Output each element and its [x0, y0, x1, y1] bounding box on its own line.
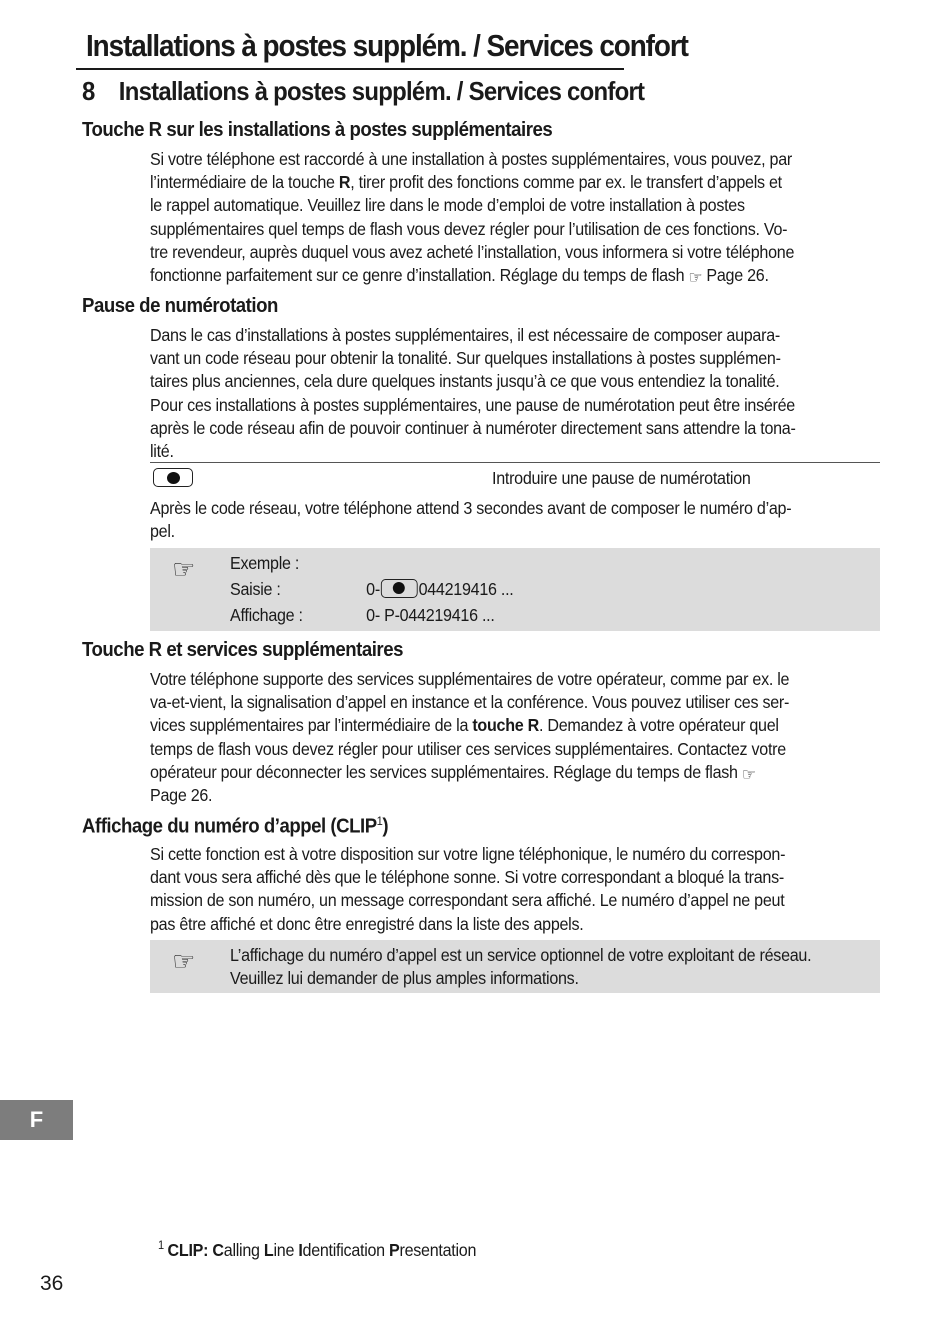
example-input-value: 0- 044219416 ...: [366, 579, 514, 599]
text-line: Après le code réseau, votre téléphone attend 3 secondes avant de composer le numéro d’ap-: [150, 498, 792, 518]
chapter-title: Installations à postes supplém. / Services confort: [118, 76, 645, 106]
section2-body: [150, 324, 880, 463]
text-line: Si cette fonction est à votre disposition sur votre ligne téléphonique, le numéro du correspon-: [150, 844, 786, 864]
text-line: l’intermédiaire de la touche R, tirer profit des fonctions comme par ex. le transfert d’appels et: [150, 172, 782, 193]
key-instruction-row: [150, 462, 880, 493]
text-line: le rappel automatique. Veuillez lire dans le mode d’emploi de votre installation à postes: [150, 195, 745, 216]
chapter-heading: [82, 76, 644, 107]
text-line: opérateur pour déconnecter les services supplémentaires. Réglage du temps de flash ☞: [150, 761, 756, 785]
example-display-label: Affichage :: [230, 605, 303, 625]
pointing-hand-icon: ☞: [741, 764, 756, 785]
text-line: taires plus anciennes, cela dure quelques instants jusqu’à ce que vous entendiez la tonalité.: [150, 371, 780, 392]
section2-after: [150, 497, 880, 543]
footnote-number: 1: [158, 1238, 164, 1252]
text-line: temps de flash vous devez régler pour utiliser ces services supplémentaires. Contactez votre: [150, 738, 786, 759]
footnote-text: CLIP: Calling Line Identification Presentation: [167, 1239, 477, 1260]
pause-key-icon: [381, 579, 418, 598]
text-line: supplémentaires quel temps de flash vous devez régler pour l’utilisation de ces fonctions. Vo-: [150, 218, 788, 239]
section1-body: [150, 148, 880, 287]
text-line: pas être affiché et donc être enregistré dans la liste des appels.: [150, 913, 584, 934]
example-title: Exemple :: [230, 553, 300, 573]
clip-note-box: [150, 940, 880, 993]
text-line: vices supplémentaires par l’intermédiaire de la touche R. Demandez à votre opérateur quel: [150, 715, 779, 736]
section4-body: [150, 843, 880, 936]
example-note-box: [150, 548, 880, 631]
footnote: [158, 1238, 476, 1261]
text-line: pel.: [150, 521, 175, 542]
pointing-hand-icon: ☞: [172, 555, 196, 585]
text-line: fonctionne parfaitement sur ce genre d’installation. Réglage du temps de flash ☞ Page 26.: [150, 265, 769, 289]
chapter-number: 8: [82, 76, 95, 106]
example-input-row: [230, 579, 514, 600]
pointing-hand-icon: ☞: [172, 947, 196, 977]
page-number: 36: [40, 1272, 64, 1295]
key-description: Introduire une pause de numérotation: [492, 468, 751, 488]
section3-body: [150, 668, 880, 807]
text-line: après le code réseau afin de pouvoir continuer à numéroter directement sans attendre la tona-: [150, 417, 796, 438]
page-reference-link[interactable]: Page 26.: [706, 265, 769, 286]
text-line: Votre téléphone supporte des services supplémentaires de votre opérateur, comme par ex. le: [150, 669, 790, 689]
section-heading-r-key: Touche R sur les installations à postes supplémentaires: [82, 119, 553, 141]
language-tab: F: [0, 1100, 73, 1140]
text-line: dant vous sera affiché dès que le téléphone sonne. Si votre correspondant a bloqué la trans-: [150, 867, 784, 888]
pointing-hand-icon: ☞: [688, 268, 703, 289]
example-display-row: [230, 605, 495, 626]
text-line: Si votre téléphone est raccordé à une installation à postes supplémentaires, vous pouvez, par: [150, 149, 793, 169]
example-input-label: Saisie :: [230, 579, 281, 599]
page-reference-link[interactable]: Page 26.: [150, 785, 213, 806]
section-heading-clip: Affichage du numéro d’appel (CLIP$^1$): [82, 814, 389, 838]
running-title-rule: [76, 68, 624, 70]
text-line: lité.: [150, 441, 174, 462]
section-heading-r-key-services: Touche R et services supplémentaires: [82, 639, 403, 661]
text-line: tre revendeur, auprès duquel vous avez acheté l’installation, vous informera si votre téléphone: [150, 241, 795, 262]
text-line: Pour ces installations à postes supplémentaires, une pause de numérotation peut être insérée: [150, 394, 795, 415]
example-display-value: 0- P-044219416 ...: [366, 605, 495, 625]
footnote-marker: 1: [376, 814, 383, 828]
running-title: Installations à postes supplém. / Services confort: [86, 28, 688, 63]
text-line: va-et-vient, la signalisation d’appel en instance et la conférence. Vous pouvez utiliser ces ser-: [150, 692, 790, 713]
note-line: L’affichage du numéro d’appel est un service optionnel de votre exploitant de réseau.: [230, 945, 812, 965]
text-line: mission de son numéro, un message correspondant sera affiché. Le numéro d’appel ne peut: [150, 890, 785, 911]
note-line: Veuillez lui demander de plus amples informations.: [230, 968, 579, 988]
text-line: vant un code réseau pour obtenir la tonalité. Sur quelques installations à postes supplémen-: [150, 348, 781, 369]
text-line: Dans le cas d’installations à postes supplémentaires, il est nécessaire de composer aupara-: [150, 325, 780, 345]
pause-key-icon: [153, 468, 193, 487]
section-heading-dial-pause: Pause de numérotation: [82, 295, 278, 317]
